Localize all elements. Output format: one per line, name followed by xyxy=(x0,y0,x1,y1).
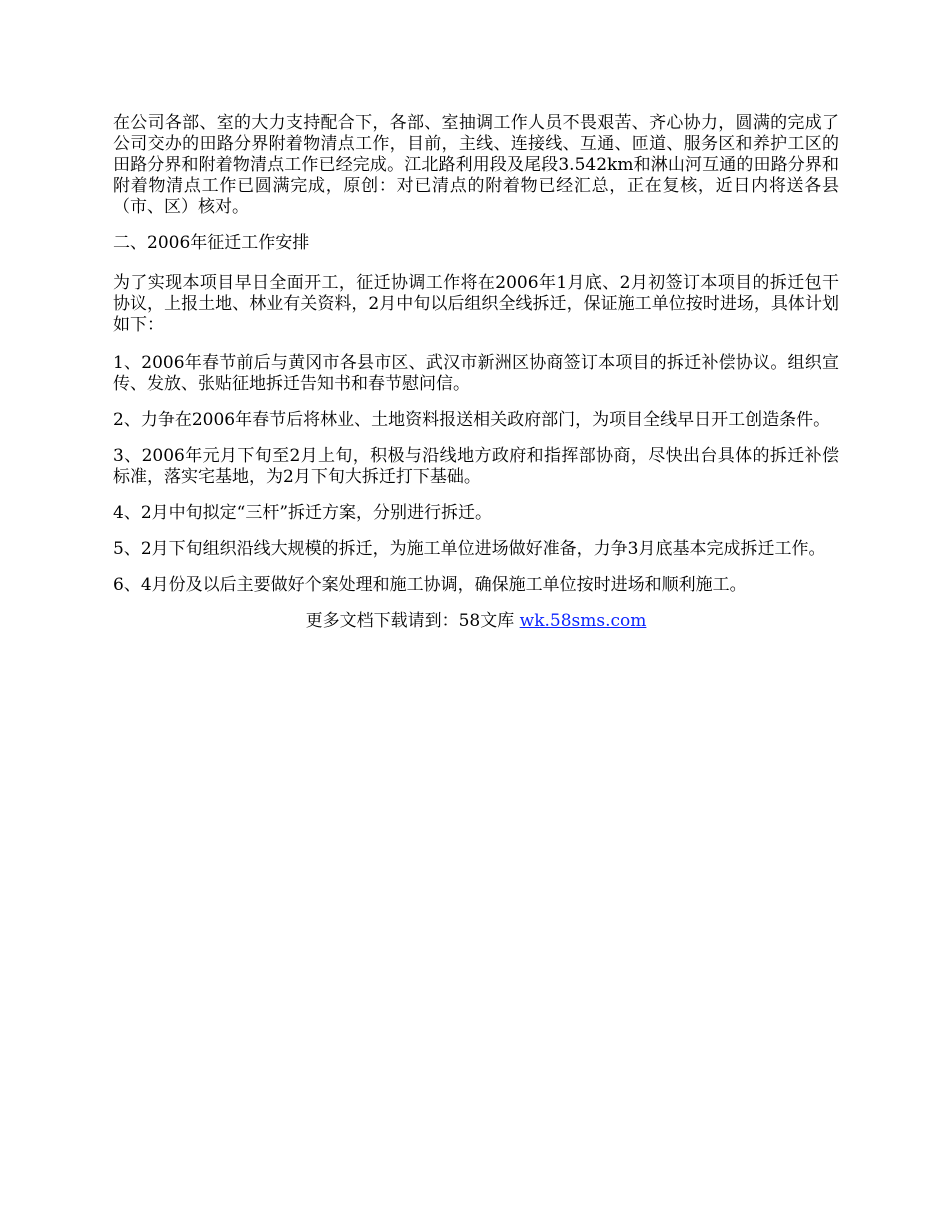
plan-item-1: 1、2006年春节前后与黄冈市各县市区、武汉市新洲区协商签订本项目的拆迁补偿协议。组织宣传、发放、张贴征地拆迁告知书和春节慰问信。 xyxy=(113,353,839,394)
section-heading-2006-plan: 二、2006年征迁工作安排 xyxy=(113,233,310,253)
plan-item-2: 2、力争在2006年春节后将林业、土地资料报送相关政府部门，为项目全线早日开工创造条件。 xyxy=(113,410,831,430)
document-page xyxy=(113,113,839,632)
footer-prefix-text: 更多文档下载请到：58文库 xyxy=(305,611,520,631)
plan-item-6: 6、4月份及以后主要做好个案处理和施工协调，确保施工单位按时进场和顺利施工。 xyxy=(113,575,747,595)
download-footer xyxy=(113,611,839,632)
paragraph-progress-summary: 在公司各部、室的大力支持配合下，各部、室抽调工作人员不畏艰苦、齐心协力，圆满的完成了公司交办的田路分界附着物清点工作，目前，主线、连接线、互通、匝道、服务区和养护工区的田路分界和附着物清点工作已经完成。江北路利用段及尾段3.542km和淋山河互通的田路分界和附着物清点工作已圆满完成，原创：对已清点的附着物已经汇总，正在复核，近日内将送各县（市、区）核对。 xyxy=(113,113,839,217)
paragraph-plan-intro: 为了实现本项目早日全面开工，征迁协调工作将在2006年1月底、2月初签订本项目的拆迁包干协议，上报土地、林业有关资料，2月中旬以后组织全线拆迁，保证施工单位按时进场，具体计划如下： xyxy=(113,273,839,335)
footer-site-link[interactable]: wk.58sms.com xyxy=(519,611,647,631)
plan-item-4: 4、2月中旬拟定“三杆”拆迁方案，分别进行拆迁。 xyxy=(113,503,493,523)
plan-item-3: 3、2006年元月下旬至2月上旬，积极与沿线地方政府和指挥部协商，尽快出台具体的拆迁补偿标准，落实宅基地，为2月下旬大拆迁打下基础。 xyxy=(113,446,839,487)
plan-item-5: 5、2月下旬组织沿线大规模的拆迁，为施工单位进场做好准备，力争3月底基本完成拆迁工作。 xyxy=(113,539,826,559)
